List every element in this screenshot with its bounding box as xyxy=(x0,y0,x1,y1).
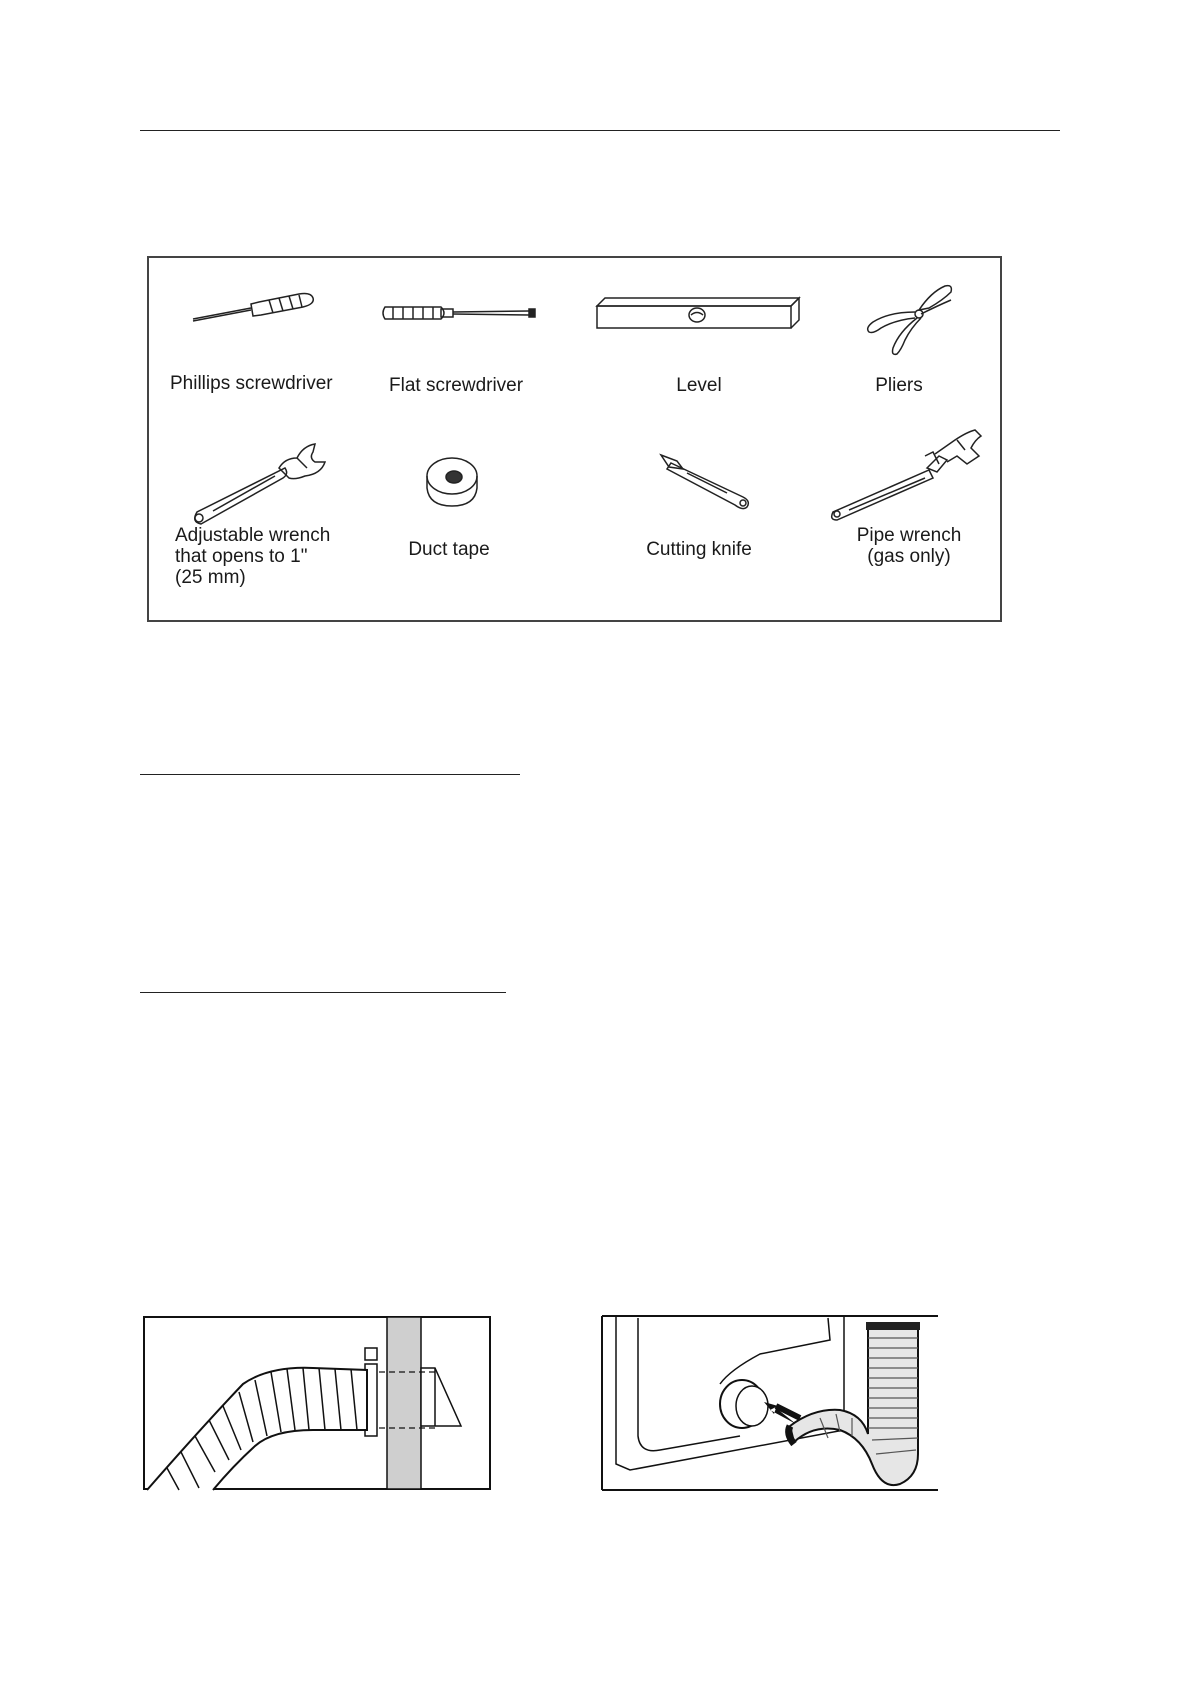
section-rule-2 xyxy=(140,992,506,993)
pipe-wrench-icon xyxy=(829,426,989,526)
adjustable-wrench-label xyxy=(175,525,330,588)
duct-tape-icon xyxy=(417,454,487,514)
cutting-knife-icon xyxy=(657,453,757,513)
adjustable-wrench-line3: (25 mm) xyxy=(175,567,246,588)
phillips-screwdriver-icon xyxy=(189,288,319,328)
level-label: Level xyxy=(676,375,722,396)
pliers-label: Pliers xyxy=(875,375,923,396)
pipe-wrench-line2: (gas only) xyxy=(867,546,951,567)
pipe-wrench-line1: Pipe wrench xyxy=(856,525,962,546)
pliers-icon xyxy=(859,278,959,358)
duct-through-wall-illustration xyxy=(143,1316,493,1492)
adjustable-wrench-line1: Adjustable wrench xyxy=(175,525,331,546)
adjustable-wrench-icon xyxy=(189,438,329,528)
header-rule xyxy=(140,130,1060,131)
duct-tape-label: Duct tape xyxy=(408,539,490,560)
flat-screwdriver-icon xyxy=(381,298,541,328)
phillips-screwdriver-label: Phillips screwdriver xyxy=(170,373,333,394)
section-rule-1 xyxy=(140,774,520,775)
flat-screwdriver-label: Flat screwdriver xyxy=(389,375,524,396)
adjustable-wrench-line2: that opens to 1" xyxy=(175,546,308,567)
pipe-wrench-label xyxy=(839,525,979,567)
tools-panel xyxy=(147,256,1002,622)
dryer-exhaust-connection-illustration xyxy=(600,1314,940,1494)
level-icon xyxy=(595,294,805,334)
cutting-knife-label: Cutting knife xyxy=(646,539,752,560)
